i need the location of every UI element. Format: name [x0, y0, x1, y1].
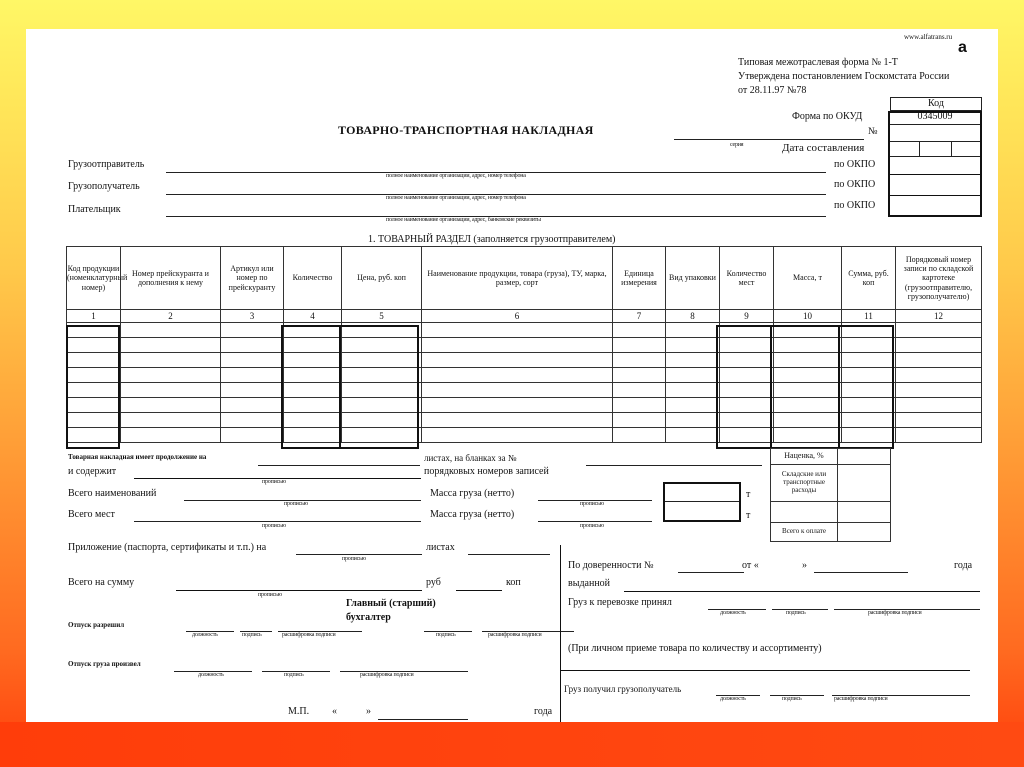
- total-to-pay-value[interactable]: [838, 523, 891, 542]
- site-url: www.alfatrans.ru: [904, 33, 953, 41]
- date-label: Дата составления: [782, 142, 865, 154]
- code-header: Код: [890, 97, 982, 111]
- series-caption: серия: [730, 142, 744, 148]
- table-cell[interactable]: [422, 353, 613, 368]
- markup-label: Наценка, %: [771, 449, 838, 465]
- table-cell[interactable]: [284, 398, 342, 413]
- table-cell[interactable]: [422, 338, 613, 353]
- issued-field[interactable]: [624, 591, 980, 592]
- okpo-label-sender: по ОКПО: [834, 159, 876, 170]
- column-header: Номер прейскуранта и дополнения к нему: [121, 247, 221, 310]
- net-mass-caption-1: прописью: [580, 501, 604, 507]
- issued-label: выданной: [568, 578, 611, 589]
- table-cell[interactable]: [666, 383, 720, 398]
- net-mass-caption-2: прописью: [580, 523, 604, 529]
- table-cell[interactable]: [666, 368, 720, 383]
- table-cell[interactable]: [613, 323, 666, 338]
- release-made-position-caption: должность: [198, 672, 224, 678]
- table-cell[interactable]: [67, 323, 121, 338]
- column-number: 9: [720, 310, 774, 323]
- table-cell[interactable]: [342, 413, 422, 428]
- column-number: 10: [774, 310, 842, 323]
- table-row: [67, 368, 982, 383]
- column-number: 12: [896, 310, 982, 323]
- table-row: [67, 338, 982, 353]
- slide-background-bottom: [0, 722, 1024, 767]
- attachments-sheets-label: листах: [426, 542, 455, 553]
- col10-11-divider: [838, 325, 840, 449]
- contains-label: и содержит: [68, 466, 117, 477]
- table-cell[interactable]: [720, 413, 774, 428]
- table-cell[interactable]: [842, 383, 896, 398]
- table-cell[interactable]: [284, 338, 342, 353]
- table-cell[interactable]: [842, 413, 896, 428]
- column-header: Количество мест: [720, 247, 774, 310]
- proxy-date-field[interactable]: [814, 572, 908, 573]
- table-cell[interactable]: [774, 398, 842, 413]
- table-cell[interactable]: [342, 368, 422, 383]
- table-cell[interactable]: [842, 368, 896, 383]
- table-cell[interactable]: [896, 398, 982, 413]
- net-mass-field-2[interactable]: [538, 521, 652, 522]
- table-cell[interactable]: [422, 398, 613, 413]
- number-label: №: [868, 126, 878, 137]
- table-cell[interactable]: [774, 323, 842, 338]
- release-allowed-position-caption: должность: [192, 632, 218, 638]
- document-page: [26, 29, 998, 722]
- table-cell[interactable]: [774, 413, 842, 428]
- column-header: Код продукции (номенклатурный номер): [67, 247, 121, 310]
- table-cell[interactable]: [720, 353, 774, 368]
- table-cell[interactable]: [896, 353, 982, 368]
- stamp-label: М.П.: [288, 706, 310, 717]
- table-cell[interactable]: [720, 323, 774, 338]
- form-type: Типовая межотраслевая форма № 1-Т: [738, 57, 898, 68]
- cargo-received-label: Груз получил грузополучатель: [564, 684, 682, 694]
- table-cell[interactable]: [720, 383, 774, 398]
- table-cell[interactable]: [896, 323, 982, 338]
- okud-code[interactable]: 0345009: [917, 111, 953, 122]
- cargo-accepted-signature-caption: подпись: [786, 610, 806, 616]
- attachments-label: Приложение (паспорта, сертификаты и т.п.) на: [68, 542, 267, 553]
- column-header: Артикул или номер по прейскуранту: [221, 247, 284, 310]
- table-cell[interactable]: [284, 323, 342, 338]
- table-cell[interactable]: [842, 428, 896, 443]
- table-cell[interactable]: [774, 353, 842, 368]
- table-row: [67, 323, 982, 338]
- release-made-decoding-caption: расшифровка подписи: [360, 672, 414, 678]
- approval-text: Утверждена постановлением Госкомстата России: [738, 71, 950, 82]
- table-cell[interactable]: [613, 353, 666, 368]
- mass-box-divider: [665, 501, 739, 502]
- release-made-label: Отпуск груза произвел: [68, 660, 141, 668]
- table-cell[interactable]: [774, 428, 842, 443]
- total-to-pay-label: Всего к оплате: [771, 523, 838, 542]
- table-cell[interactable]: [67, 428, 121, 443]
- table-cell[interactable]: [67, 398, 121, 413]
- chief-accountant-label: Главный (старший) бухгалтер: [346, 598, 436, 623]
- divider: [890, 174, 980, 175]
- column-header: Цена, руб. коп: [342, 247, 422, 310]
- charges-table: [770, 448, 891, 542]
- goods-header-row: [67, 247, 982, 310]
- table-cell[interactable]: [221, 398, 284, 413]
- table-cell[interactable]: [121, 353, 221, 368]
- okpo-label-receiver: по ОКПО: [834, 179, 876, 190]
- payer-label: Плательщик: [68, 204, 121, 215]
- table-cell[interactable]: [221, 383, 284, 398]
- proxy-close-quote: »: [802, 560, 807, 571]
- table-cell[interactable]: [842, 338, 896, 353]
- divider: [890, 156, 980, 157]
- table-cell[interactable]: [121, 398, 221, 413]
- total-sum-label: Всего на сумму: [68, 577, 135, 588]
- table-cell[interactable]: [284, 383, 342, 398]
- table-cell[interactable]: [342, 353, 422, 368]
- total-sum-caption: прописью: [258, 592, 282, 598]
- series-line[interactable]: [674, 139, 864, 140]
- column-number: 1: [67, 310, 121, 323]
- receipt-divider: [560, 670, 970, 671]
- table-cell[interactable]: [896, 428, 982, 443]
- document-title: ТОВАРНО-ТРАНСПОРТНАЯ НАКЛАДНАЯ: [338, 123, 594, 137]
- proxy-year-label: года: [954, 560, 973, 571]
- table-row: [67, 413, 982, 428]
- proxy-from-label: от «: [742, 560, 759, 571]
- col9-10-divider: [770, 325, 772, 449]
- blanks-number-field[interactable]: [586, 465, 762, 466]
- table-cell[interactable]: [896, 338, 982, 353]
- table-cell[interactable]: [774, 368, 842, 383]
- table-cell[interactable]: [284, 368, 342, 383]
- consignor-label: Грузоотправитель: [68, 159, 145, 170]
- attachments-sheets-field[interactable]: [468, 554, 550, 555]
- kop-label: коп: [506, 577, 521, 588]
- table-cell[interactable]: [774, 338, 842, 353]
- release-date-field[interactable]: [378, 719, 468, 720]
- table-row: [67, 398, 982, 413]
- column-number: 8: [666, 310, 720, 323]
- table-cell[interactable]: [666, 413, 720, 428]
- table-cell[interactable]: [67, 368, 121, 383]
- rub-label: руб: [426, 577, 441, 588]
- column-header: Единица измерения: [613, 247, 666, 310]
- table-cell[interactable]: [221, 323, 284, 338]
- table-cell[interactable]: [613, 338, 666, 353]
- personal-accept-note: (При личном приеме товара по количеству и ассортименту): [568, 643, 822, 654]
- table-cell[interactable]: [342, 383, 422, 398]
- table-cell[interactable]: [896, 413, 982, 428]
- table-cell[interactable]: [221, 413, 284, 428]
- accountant-signature-caption: подпись: [436, 632, 456, 638]
- column-header: Количество: [284, 247, 342, 310]
- net-mass-label-1: Масса груза (нетто): [430, 488, 515, 499]
- table-cell[interactable]: [121, 428, 221, 443]
- divider: [890, 124, 980, 125]
- table-cell[interactable]: [67, 413, 121, 428]
- table-cell[interactable]: [284, 428, 342, 443]
- okpo-label-payer: по ОКПО: [834, 200, 876, 211]
- table-cell[interactable]: [221, 353, 284, 368]
- goods-table: [66, 246, 982, 443]
- date-cell-divider: [919, 141, 920, 156]
- table-cell[interactable]: [613, 398, 666, 413]
- table-cell[interactable]: [121, 368, 221, 383]
- blank-charge-value[interactable]: [838, 502, 891, 523]
- table-cell[interactable]: [422, 428, 613, 443]
- release-allowed-label: Отпуск разрешил: [68, 621, 125, 629]
- release-year-label: года: [534, 706, 553, 717]
- attachments-field[interactable]: [296, 554, 422, 555]
- table-cell[interactable]: [774, 383, 842, 398]
- column-number: 3: [221, 310, 284, 323]
- cargo-accepted-label: Груз к перевозке принял: [568, 597, 672, 608]
- table-cell[interactable]: [284, 413, 342, 428]
- table-row: [67, 383, 982, 398]
- table-cell[interactable]: [422, 383, 613, 398]
- divider: [890, 141, 980, 142]
- markup-value[interactable]: [838, 449, 891, 465]
- table-cell[interactable]: [67, 338, 121, 353]
- total-places-label: Всего мест: [68, 509, 115, 520]
- total-places-field[interactable]: [134, 521, 421, 522]
- consignor-caption: полное наименование организации, адрес, номер телефона: [386, 173, 526, 179]
- table-cell[interactable]: [666, 398, 720, 413]
- table-cell[interactable]: [842, 353, 896, 368]
- table-cell[interactable]: [666, 323, 720, 338]
- cargo-received-position-caption: должность: [720, 696, 746, 702]
- column-number: 2: [121, 310, 221, 323]
- table-cell[interactable]: [422, 413, 613, 428]
- net-mass-label-2: Масса груза (нетто): [430, 509, 515, 520]
- table-cell[interactable]: [121, 383, 221, 398]
- okud-label: Форма по ОКУД: [792, 111, 863, 122]
- payer-caption: полное наименование организации, адрес, банковские реквизиты: [386, 217, 541, 223]
- ton-label-2: т: [746, 510, 751, 521]
- table-cell[interactable]: [342, 323, 422, 338]
- table-cell[interactable]: [666, 428, 720, 443]
- proxy-label: По доверенности №: [568, 560, 654, 571]
- continuation-sheets-field[interactable]: [258, 465, 420, 466]
- table-cell[interactable]: [284, 353, 342, 368]
- table-cell[interactable]: [613, 428, 666, 443]
- date-quote-open: «: [332, 706, 337, 717]
- cargo-received-signature-caption: подпись: [782, 696, 802, 702]
- table-cell[interactable]: [720, 338, 774, 353]
- column-header: Масса, т: [774, 247, 842, 310]
- warehouse-costs-value[interactable]: [838, 465, 891, 502]
- table-cell[interactable]: [342, 338, 422, 353]
- ton-label-1: т: [746, 489, 751, 500]
- release-allowed-decoding-caption: расшифровка подписи: [282, 632, 336, 638]
- continuation-label: Товарная накладная имеет продолжение на: [68, 453, 207, 461]
- table-cell[interactable]: [422, 323, 613, 338]
- section-title: 1. ТОВАРНЫЙ РАЗДЕЛ (заполняется грузоотправителем): [368, 234, 616, 245]
- table-cell[interactable]: [342, 398, 422, 413]
- column-header: Сумма, руб. коп: [842, 247, 896, 310]
- table-cell[interactable]: [613, 413, 666, 428]
- column-header: Наименование продукции, товара (груза), ТУ, марка, размер, сорт: [422, 247, 613, 310]
- total-places-caption: прописью: [262, 523, 286, 529]
- column-header: Порядковый номер записи по складской картотеке (грузоотправителю, грузополучателю): [896, 247, 982, 310]
- column-number: 5: [342, 310, 422, 323]
- total-items-label: Всего наименований: [68, 488, 157, 499]
- table-cell[interactable]: [842, 398, 896, 413]
- cargo-accepted-decoding-caption: расшифровка подписи: [868, 610, 922, 616]
- table-cell[interactable]: [121, 413, 221, 428]
- blank-charge-label: [771, 502, 838, 523]
- table-cell[interactable]: [67, 383, 121, 398]
- goods-number-row: [67, 310, 982, 323]
- date-quote-close: »: [366, 706, 371, 717]
- table-cell[interactable]: [121, 323, 221, 338]
- total-items-caption: прописью: [284, 501, 308, 507]
- proxy-number-field[interactable]: [678, 572, 744, 573]
- section-divider: [560, 545, 561, 722]
- table-cell[interactable]: [720, 368, 774, 383]
- table-cell[interactable]: [842, 323, 896, 338]
- table-cell[interactable]: [221, 428, 284, 443]
- table-cell[interactable]: [613, 383, 666, 398]
- column-number: 7: [613, 310, 666, 323]
- table-cell[interactable]: [221, 368, 284, 383]
- warehouse-costs-label: Складские или транспортные расходы: [771, 465, 838, 502]
- code-box: [888, 111, 982, 217]
- column-number: 4: [284, 310, 342, 323]
- table-cell[interactable]: [896, 368, 982, 383]
- table-cell[interactable]: [67, 353, 121, 368]
- table-cell[interactable]: [896, 383, 982, 398]
- consignee-caption: полное наименование организации, адрес, номер телефона: [386, 195, 526, 201]
- date-cell-divider: [951, 141, 952, 156]
- table-row: [67, 353, 982, 368]
- contains-caption: прописью: [262, 479, 286, 485]
- table-cell[interactable]: [720, 398, 774, 413]
- cargo-received-decoding-caption: расшифровка подписи: [834, 696, 888, 702]
- table-cell[interactable]: [221, 338, 284, 353]
- consignee-label: Грузополучатель: [68, 181, 140, 192]
- table-cell[interactable]: [422, 368, 613, 383]
- release-made-signature-caption: подпись: [284, 672, 304, 678]
- kop-field[interactable]: [456, 590, 502, 591]
- ordinal-records-label: порядковых номеров записей: [424, 466, 549, 477]
- column-number: 11: [842, 310, 896, 323]
- cargo-accepted-position-caption: должность: [720, 610, 746, 616]
- table-row: [67, 428, 982, 443]
- table-cell[interactable]: [666, 338, 720, 353]
- table-cell[interactable]: [342, 428, 422, 443]
- table-cell[interactable]: [720, 428, 774, 443]
- total-sum-field[interactable]: [176, 590, 422, 591]
- release-allowed-signature-caption: подпись: [242, 632, 262, 638]
- column-header: Вид упаковки: [666, 247, 720, 310]
- approval-date: от 28.11.97 №78: [738, 85, 807, 96]
- sheets-blanks-label: листах, на бланках за №: [424, 453, 517, 463]
- mass-box[interactable]: [663, 482, 741, 522]
- table-cell[interactable]: [121, 338, 221, 353]
- column-number: 6: [422, 310, 613, 323]
- attachments-caption: прописью: [342, 556, 366, 562]
- divider: [890, 195, 980, 196]
- accountant-decoding-caption: расшифровка подписи: [488, 632, 542, 638]
- col4-5-divider: [339, 325, 341, 449]
- table-cell[interactable]: [613, 368, 666, 383]
- site-logo: a: [958, 39, 967, 56]
- table-cell[interactable]: [666, 353, 720, 368]
